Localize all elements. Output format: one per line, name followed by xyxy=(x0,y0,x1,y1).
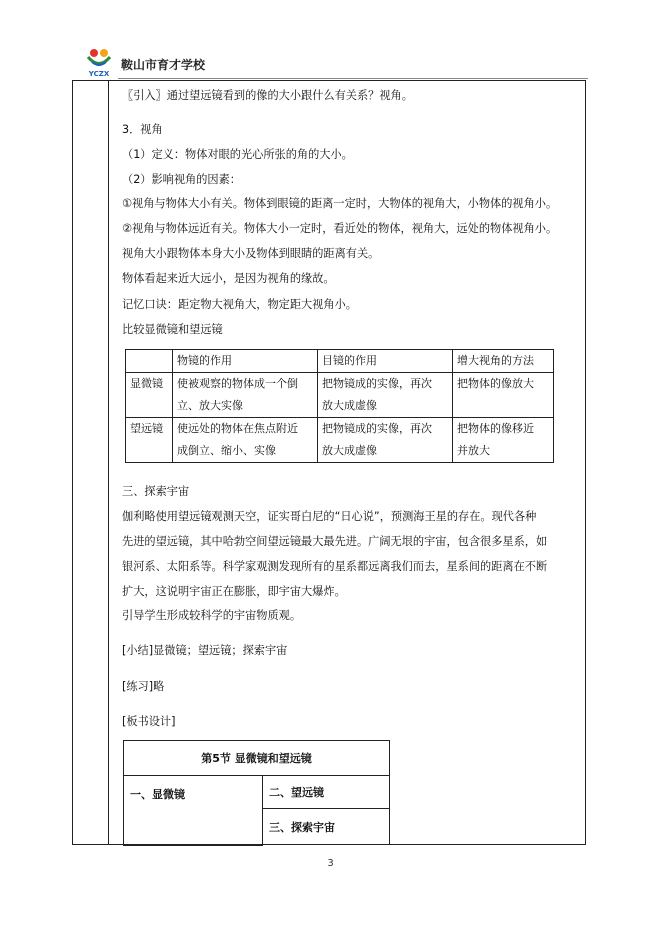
paragraph-line: 扩大，这说明宇宙正在膨胀，即宇宙大爆炸。 xyxy=(122,585,346,598)
paragraph-line: 银河系、太阳系等。科学家观测发现所有的星系都远离我们而去，星系间的距离在不断 xyxy=(122,560,548,573)
row-label: 显微镜 xyxy=(126,373,173,418)
factor-line: 物体看起来近大远小，是因为视角的缘故。 xyxy=(122,272,335,285)
board-design-table xyxy=(123,740,390,846)
table-row xyxy=(126,418,554,463)
definition-line: （1）定义：物体对眼的光心所张的角的大小。 xyxy=(122,148,353,161)
page-header xyxy=(82,44,602,80)
factor-line: 视角大小跟物体本身大小及物体到眼睛的距离有关。 xyxy=(122,247,380,260)
header-cell xyxy=(126,350,173,373)
school-name: 鞍山市育才学校 xyxy=(121,58,206,72)
logo-text: YCZX xyxy=(88,70,110,78)
memory-line: 记忆口诀：距定物大视角大，物定距大视角小。 xyxy=(122,298,357,311)
compare-title: 比较显微镜和望远镜 xyxy=(122,323,223,336)
board-right-cell: 二、望远镜 xyxy=(263,776,390,809)
header-cell: 增大视角的方法 xyxy=(453,350,554,373)
factor-line: ①视角与物体大小有关。物体到眼镜的距离一定时，大物体的视角大，小物体的视角小。 xyxy=(122,197,558,210)
table-cell: 使远处的物体在焦点附近 成倒立、缩小、实像 xyxy=(173,418,318,463)
header-cell: 物镜的作用 xyxy=(173,350,318,373)
paragraph-line: 先进的望远镜，其中哈勃空间望远镜最大最先进。广阔无垠的宇宙，包含很多星系，如 xyxy=(122,535,548,548)
frame-divider xyxy=(108,80,109,845)
table-cell: 把物体的像移近 并放大 xyxy=(453,418,554,463)
intro-line: 〖引入〗通过望远镜看到的像的大小跟什么有关系？视角。 xyxy=(122,89,413,102)
board-right-cell: 三、探索宇宙 xyxy=(263,809,390,846)
summary-line: [小结]显微镜；望远镜；探索宇宙 xyxy=(122,644,288,657)
factor-line: ②视角与物体远近有关。物体大小一定时，看近处的物体，视角大，远处的物体视角小。 xyxy=(122,222,558,235)
table-cell: 把物镜成的实像，再次 放大成虚像 xyxy=(318,418,453,463)
row-label: 望远镜 xyxy=(126,418,173,463)
paragraph-line: 伽利略使用望远镜观测天空，证实哥白尼的“日心说”，预测海王星的存在。现代各种 xyxy=(122,510,537,523)
header-rule xyxy=(118,78,588,79)
table-cell: 使被观察的物体成一个倒 立、放大实像 xyxy=(173,373,318,418)
paragraph-line: 引导学生形成较科学的宇宙物质观。 xyxy=(122,609,302,622)
table-cell: 把物镜成的实像，再次 放大成虚像 xyxy=(318,373,453,418)
explore-heading: 三、探索宇宙 xyxy=(122,485,190,498)
board-design-label: [板书设计] xyxy=(122,715,176,728)
section-heading: 3．视角 xyxy=(122,123,163,136)
practice-line: [练习]略 xyxy=(122,680,165,693)
school-logo-icon xyxy=(82,44,116,78)
table-header-row xyxy=(126,350,554,373)
board-title: 第5节 显微镜和望远镜 xyxy=(124,741,390,776)
page-number: 3 xyxy=(327,858,334,869)
comparison-table xyxy=(125,349,554,463)
table-cell: 把物体的像放大 xyxy=(453,373,554,418)
factors-heading: （2）影响视角的因素： xyxy=(122,173,241,186)
board-left-cell: 一、显微镜 xyxy=(124,776,263,846)
table-row xyxy=(126,373,554,418)
header-cell: 目镜的作用 xyxy=(318,350,453,373)
